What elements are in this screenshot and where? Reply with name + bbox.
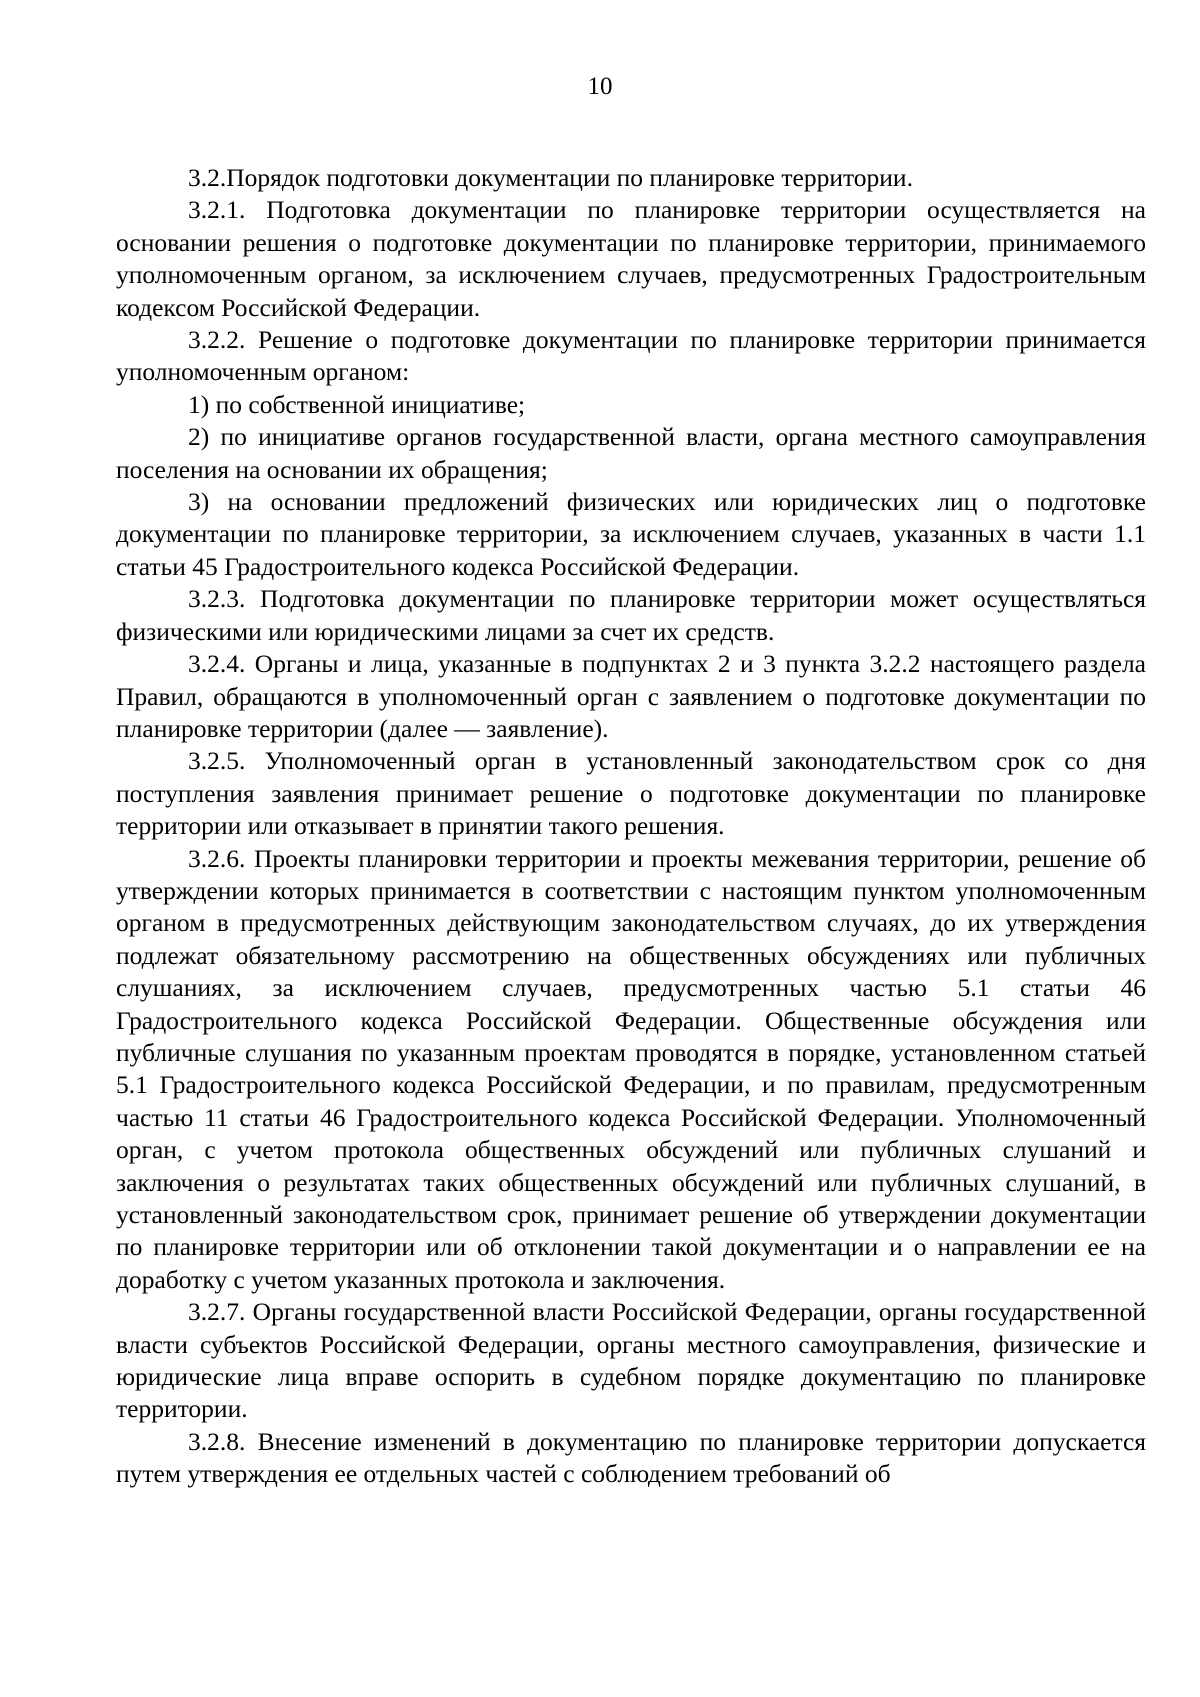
paragraph-3-2-3: 3.2.3. Подготовка документации по планировке территории может осуществляться физическими или юридическими лицами за счет их средств. xyxy=(116,584,1146,646)
document-body xyxy=(116,162,1146,1491)
paragraph-3-2-2: 3.2.2. Решение о подготовке документации по планировке территории принимается уполномоченным органом: xyxy=(116,325,1146,387)
list-item-1: 1) по собственной инициативе; xyxy=(188,389,526,419)
list-item-3: 3) на основании предложений физических или юридических лиц о подготовке документации по планировке территории, за исключением случаев, указанных в части 1.1 статьи 45 Градостроительного кодекса Российской Федерации. xyxy=(116,487,1146,581)
section-heading-3-2: 3.2.Порядок подготовки документации по планировке территории. xyxy=(188,163,913,192)
list-item-2: 2) по инициативе органов государственной власти, органа местного самоуправления поселения на основании их обращения; xyxy=(116,422,1146,484)
paragraph-3-2-8: 3.2.8. Внесение изменений в документацию по планировке территории допускается путем утверждения ее отдельных частей с соблюдением требований об xyxy=(116,1426,1146,1489)
paragraph-3-2-6: 3.2.6. Проекты планировки территории и проекты межевания территории, решение об утверждении которых принимается в соответствии с настоящим пунктом уполномоченным органом в предусмотренных действующим законодательством случаях, до их утверждения подлежат обязательному рассмотрению на общественных обсуждениях или публичных слушаниях, за исключением случаев, предусмотренных частью 5.1 статьи 46 Градостроительного кодекса Российской Федерации. Общественные обсуждения или публичные слушания по указанным проектам проводятся в порядке, установленном статьей 5.1 Градостроительного кодекса Российской Федерации, и по правилам, предусмотренным частью 11 статьи 46 Градостроительного кодекса Российской Федерации. Уполномоченный орган, с учетом протокола общественных обсуждений или публичных слушаний и заключения о результатах таких общественных обсуждений или публичных слушаний, в установленный законодательством срок, принимает решение об утверждении документации по планировке территории или об отклонении такой документации и о направлении ее на доработку с учетом указанных протокола и заключения. xyxy=(116,843,1146,1294)
page-number: 10 xyxy=(587,73,613,100)
paragraph-3-2-1: 3.2.1. Подготовка документации по планировке территории осуществляется на основании решения о подготовке документации по планировке территории, принимаемого уполномоченным органом, за исключением случаев, предусмотренных Градостроительным кодексом Российской Федерации. xyxy=(116,195,1146,322)
paragraph-3-2-4: 3.2.4. Органы и лица, указанные в подпунктах 2 и 3 пункта 3.2.2 настоящего раздела Правил, обращаются в уполномоченный орган с заявлением о подготовке документации по планировке территории (далее — заявление). xyxy=(116,649,1146,743)
paragraph-3-2-7: 3.2.7. Органы государственной власти Российской Федерации, органы государственной власти субъектов Российской Федерации, органы местного самоуправления, физические и юридические лица вправе оспорить в судебном порядке документацию по планировке территории. xyxy=(116,1297,1146,1424)
paragraph-3-2-5: 3.2.5. Уполномоченный орган в установленный законодательством срок со дня поступления заявления принимает решение о подготовке документации по планировке территории или отказывает в принятии такого решения. xyxy=(116,746,1146,841)
